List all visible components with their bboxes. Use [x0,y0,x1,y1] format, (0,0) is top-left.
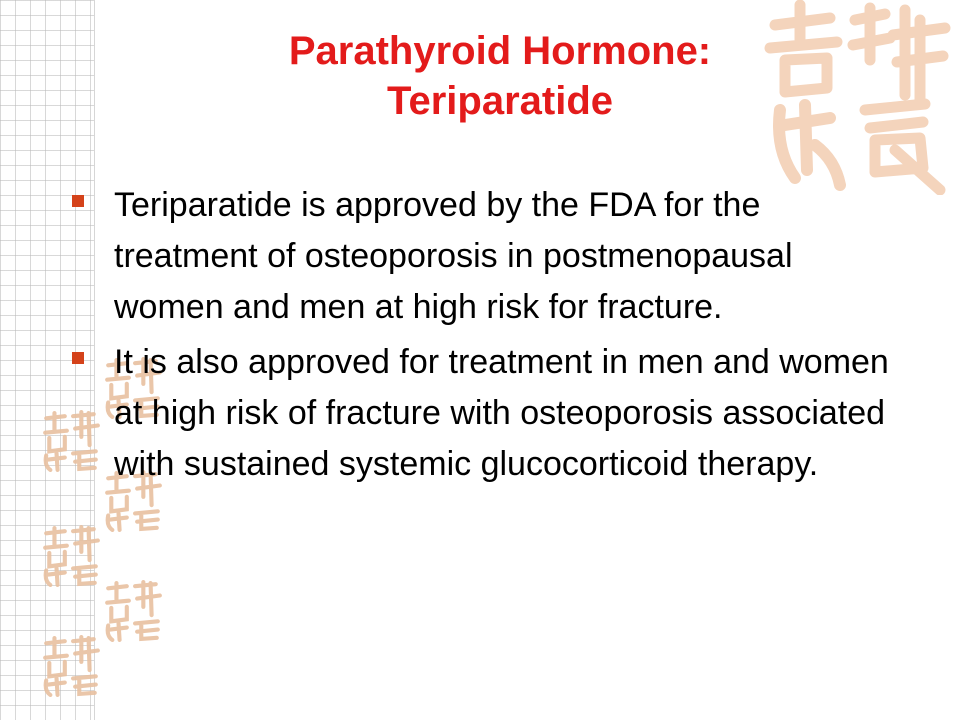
bullet-text: Teriparatide is approved by the FDA for the treatment of osteoporosis in postmenopausal women and men at high risk for fracture. [114,186,793,326]
calligraphy-seal-icon [40,525,102,587]
calligraphy-seal-icon [40,635,102,697]
slide-title-line-1: Parathyroid Hormone: [288,29,712,73]
square-bullet-icon [72,352,84,364]
calligraphy-seal-icon [102,580,164,642]
bullet-text: It is also approved for treatment in men and women at high risk of fracture with osteoporosis associated with sustained systemic glucocorticoid therapy. [114,343,889,483]
square-bullet-icon [72,195,84,207]
bullet-item [72,337,902,490]
slide-title-line-2: Teriparatide [387,79,613,123]
bullet-list [72,180,902,494]
bullet-item [72,180,902,333]
slide-title [150,26,850,126]
